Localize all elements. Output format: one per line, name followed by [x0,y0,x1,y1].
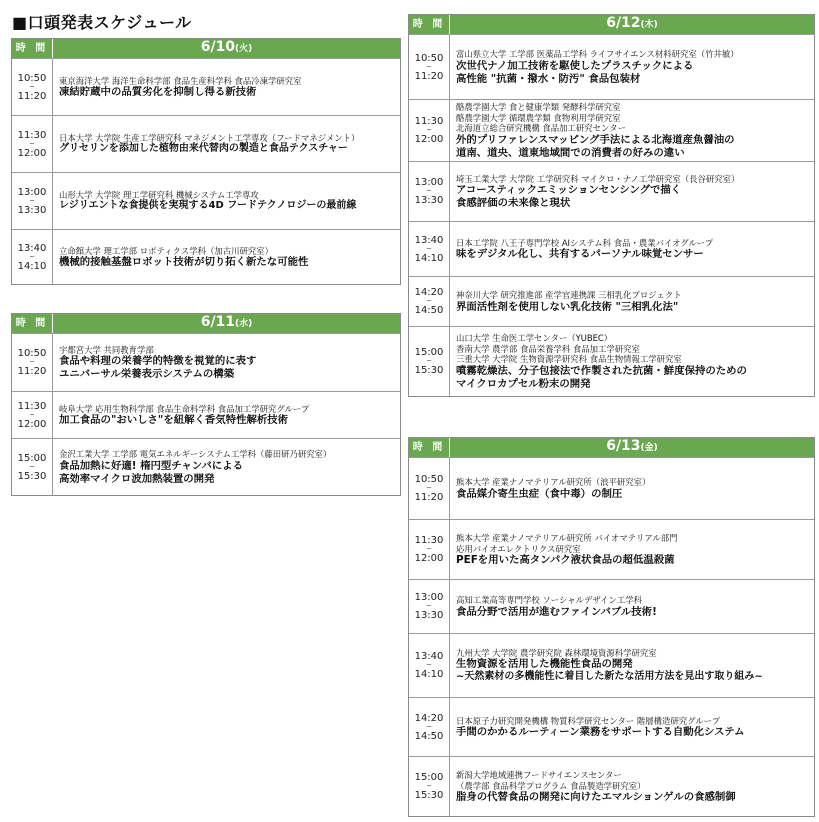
day-table-0613 [408,437,815,817]
session-body [53,334,400,391]
session-row [12,391,400,438]
session-body [53,173,400,229]
session-row [409,697,814,756]
end-time: 11:20 [17,366,47,377]
session-time [409,35,450,99]
day-date [53,38,400,59]
session-organization: 山口大学 生命医工学センター（YUBEC） [456,333,613,344]
time-range-tilde: ~ [426,484,432,492]
session-row [409,519,814,579]
session-time [12,59,53,115]
end-time: 11:20 [414,70,444,82]
date-label: 6/10 [200,39,236,55]
session-title: レジリエントな食提供を実現する4D フードテクノロジーの最前線 [59,200,357,212]
time-range-tilde: ~ [426,661,432,669]
end-time: 15:30 [414,365,444,376]
session-row [12,438,400,495]
session-body [53,59,400,115]
time-range-tilde: ~ [29,196,35,205]
session-row [12,229,400,284]
start-time: 10:50 [414,52,444,64]
session-organization: 宇都宮大学 共同教育学部 [59,344,154,355]
end-time: 14:10 [414,252,444,264]
session-row [409,756,814,816]
session-row [12,115,400,172]
session-body [450,100,814,161]
weekday-label: (金) [640,443,658,453]
session-organization: 新潟大学地域連携フードサイエンスセンター [456,770,622,781]
session-title: 外的プリファレンスマッピング手法による北海道産魚醤油の [456,133,735,146]
start-time: 11:30 [414,116,444,127]
session-organization: （農学部 食品科学プログラム 食品製造学研究室） [456,780,646,791]
session-title: 食品や料理の栄養学的特徴を視覚的に表す [59,355,257,368]
session-body [53,392,400,438]
start-time: 13:00 [414,177,444,188]
day-header [12,39,400,58]
session-time [12,116,53,172]
session-title: アコースティックエミッションセンシングで描く [456,184,682,197]
time-range-tilde: ~ [29,82,35,91]
session-organization: 酪農学園大学 循環農学類 食物利用学研究室 [456,112,621,123]
time-range-tilde: ~ [426,187,432,195]
session-title: 手間のかかるルーティーン業務をサポートする自動化システム [456,726,745,739]
day-table-0610 [11,38,401,285]
time-range-tilde: ~ [426,602,432,610]
time-range-tilde: ~ [426,782,432,790]
session-row [12,58,400,115]
session-title: 食感評価の未来像と現状 [456,197,571,210]
session-organization: 高知工業高等専門学校 ソーシャルデザイン工学科 [456,595,642,606]
session-time [409,458,450,519]
session-row [409,34,814,99]
weekday-label: (水) [235,319,253,329]
time-range-tilde: ~ [426,722,432,731]
session-row [409,633,814,697]
session-time [409,580,450,633]
session-row [409,99,814,161]
session-title: 加工食品の"おいしさ"を紐解く香気特性解析技術 [59,414,289,427]
start-time: 10:50 [17,72,47,84]
time-range-tilde: ~ [29,410,35,419]
session-body [450,698,814,756]
session-organization: 山形大学 大学院 理工学研究科 機械システム工学専攻 [59,189,259,200]
time-range-tilde: ~ [29,462,35,471]
session-title: PEFを用いた高タンパク液状食品の超低温殺菌 [456,554,675,567]
session-time [12,392,53,438]
day-date [450,14,814,35]
session-organization: 金沢工業大学 工学部 電気エネルギーシステム工学科（藤田研乃研究室） [59,449,332,460]
session-title: 道南、道央、道東地域間での消費者の好みの違い [456,146,685,159]
session-time [12,334,53,391]
session-time [409,327,450,396]
session-organization: 岐阜大学 応用生物科学部 食品生命科学科 食品加工学研究グループ [59,403,310,414]
session-time [409,277,450,326]
start-time: 11:30 [414,535,444,546]
session-title: 次世代ナノ加工技術を駆使したプラスチックによる [456,59,694,72]
page-title: ■口頭発表スケジュール [12,13,192,32]
session-organization: 九州大学 大学院 農学研究院 森林環境資源科学研究室 [456,647,657,658]
session-organization: 東京海洋大学 海洋生命科学部 食品生産科学科 食品冷凍学研究室 [59,75,302,86]
session-body [450,458,814,519]
end-time: 12:00 [17,147,47,159]
start-time: 10:50 [414,474,444,485]
session-title: グリセリンを添加した植物由来代替肉の製造と食品テクスチャー [59,143,348,155]
time-range-tilde: ~ [426,357,432,365]
start-time: 13:40 [414,651,444,662]
session-organization: 日本大学 大学院 生産工学研究科 マネジメント工学専攻（フードマネジメント） [59,132,360,143]
session-time [409,222,450,276]
time-range-tilde: ~ [29,252,35,261]
day-table-0612 [408,14,815,397]
session-row [409,579,814,633]
session-organization: 応用バイオエレクトリクス研究室 [456,543,581,554]
session-body [450,277,814,326]
session-row [409,457,814,519]
end-time: 13:30 [17,204,47,216]
session-row [409,221,814,276]
session-title: ~天然素材の多機能性に着目した新たな活用方法を見出す取り組み~ [456,671,763,683]
end-time: 14:10 [414,669,444,680]
end-time: 12:00 [17,418,47,430]
time-column-header: 時 間 [12,314,53,333]
day-table-0611 [11,313,401,496]
session-row [12,333,400,391]
end-time: 12:00 [414,553,444,564]
start-time: 15:00 [414,347,444,358]
session-time [409,100,450,161]
day-header [409,15,814,34]
weekday-label: (木) [640,20,658,30]
session-time [12,439,53,495]
end-time: 11:20 [17,90,47,102]
day-header [409,438,814,457]
start-time: 10:50 [17,348,47,359]
start-time: 14:20 [414,287,444,298]
day-date [53,313,400,334]
start-time: 15:00 [414,772,444,783]
end-time: 14:50 [414,730,444,742]
start-time: 15:00 [17,452,47,464]
session-organization: 日本工学院 八王子専門学校 AIシステム科 食品・農業バイオグループ [456,237,714,248]
session-title: 高効率マイクロ波加熱装置の開発 [59,472,215,485]
session-row [409,276,814,326]
time-range-tilde: ~ [426,126,432,134]
session-row [12,172,400,229]
session-title: ユニバーサル栄養表示システムの構築 [59,368,235,381]
start-time: 13:40 [17,242,47,254]
time-range-tilde: ~ [29,358,35,366]
date-label: 6/13 [606,438,641,454]
start-time: 13:00 [17,186,47,198]
session-organization: 北海道立総合研究機構 食品加工研究センター [456,123,626,134]
time-range-tilde: ~ [426,545,432,553]
session-time [409,634,450,697]
weekday-label: (火) [235,44,253,54]
end-time: 13:30 [414,610,444,621]
session-body [53,116,400,172]
session-organization: 埼玉工業大学 大学院 工学研究科 マイクロ・ナノ工学研究室（長谷研究室） [456,173,740,184]
session-body [53,439,400,495]
session-row [409,161,814,221]
session-row [409,326,814,396]
date-label: 6/11 [200,314,236,330]
end-time: 13:30 [414,195,444,206]
session-time [12,173,53,229]
start-time: 14:20 [414,712,444,724]
start-time: 11:30 [17,129,47,141]
start-time: 13:00 [414,592,444,603]
end-time: 12:00 [414,134,444,145]
session-time [409,520,450,579]
session-title: 脂身の代替食品の開発に向けたエマルションゲルの食感制御 [456,791,736,804]
time-range-tilde: ~ [426,244,432,253]
session-title: 機械的接触基盤ロボット技術が切り拓く新たな可能性 [59,256,309,269]
end-time: 14:10 [17,260,47,272]
session-organization: 熊本大学 産業ナノマテリアル研究所（浪平研究室） [456,477,651,488]
session-time [409,757,450,816]
start-time: 13:40 [414,234,444,246]
session-title: 高性能 "抗菌・撥水・防汚" 食品包装材 [456,72,641,85]
time-range-tilde: ~ [426,62,432,71]
time-column-header: 時 間 [12,39,53,58]
session-title: 食品加熱に好適! 楕円型チャンバによる [59,459,243,472]
session-body [450,580,814,633]
session-title: 生物資源を活用した機能性食品の開発 [456,658,633,671]
date-label: 6/12 [606,15,641,31]
session-organization: 熊本大学 産業ナノマテリアル研究所 バイオマテリアル部門 [456,533,678,544]
day-header [12,314,400,333]
session-time [409,698,450,756]
session-body [450,757,814,816]
time-range-tilde: ~ [29,139,35,148]
session-organization: 神奈川大学 研究推進部 産学官連携課 三相乳化プロジェクト [456,290,682,301]
end-time: 15:30 [414,790,444,801]
end-time: 15:30 [17,470,47,482]
time-range-tilde: ~ [426,297,432,305]
session-title: マイクロカプセル粉末の開発 [456,377,591,390]
day-date [450,437,814,458]
session-body [53,230,400,284]
session-body [450,327,814,396]
session-title: 味をデジタル化し、共有するパーソナル味覚センサー [456,248,704,261]
session-title: 食品分野で活用が進むファインバブル技術! [456,605,657,618]
session-time [409,162,450,221]
end-time: 14:50 [414,305,444,316]
session-organization: 日本原子力研究開発機構 物質科学研究センター 階層構造研究グループ [456,715,720,726]
session-body [450,35,814,99]
end-time: 11:20 [414,492,444,503]
session-organization: 酪農学園大学 食と健康学類 発酵科学研究室 [456,102,621,113]
session-title: 食品媒介寄生虫症（食中毒）の制圧 [456,487,623,500]
start-time: 11:30 [17,400,47,412]
session-organization: 富山県立大学 工学部 医薬品工学科 ライフサイエンス材料研究室（竹井敏） [456,49,739,60]
session-title: 噴霧乾燥法、分子包接法で作製された抗菌・鮮度保持のための [456,364,747,377]
session-body [450,162,814,221]
session-organization: 三重大学 大学院 生物資源学研究科 食品生物情報工学研究室 [456,354,682,365]
session-title: 界面活性剤を使用しない乳化技術 "三相乳化法" [456,300,679,313]
session-title: 凍結貯蔵中の品質劣化を抑制し得る新技術 [59,86,257,99]
session-organization: 立命館大学 理工学部 ロボティクス学科（加古川研究室） [59,245,273,256]
session-body [450,520,814,579]
session-organization: 香南大学 農学部 食品栄養学科 食品加工学研究室 [456,343,640,354]
time-column-header: 時 間 [409,15,450,34]
session-time [12,230,53,284]
time-column-header: 時 間 [409,438,450,457]
session-body [450,222,814,276]
session-body [450,634,814,697]
